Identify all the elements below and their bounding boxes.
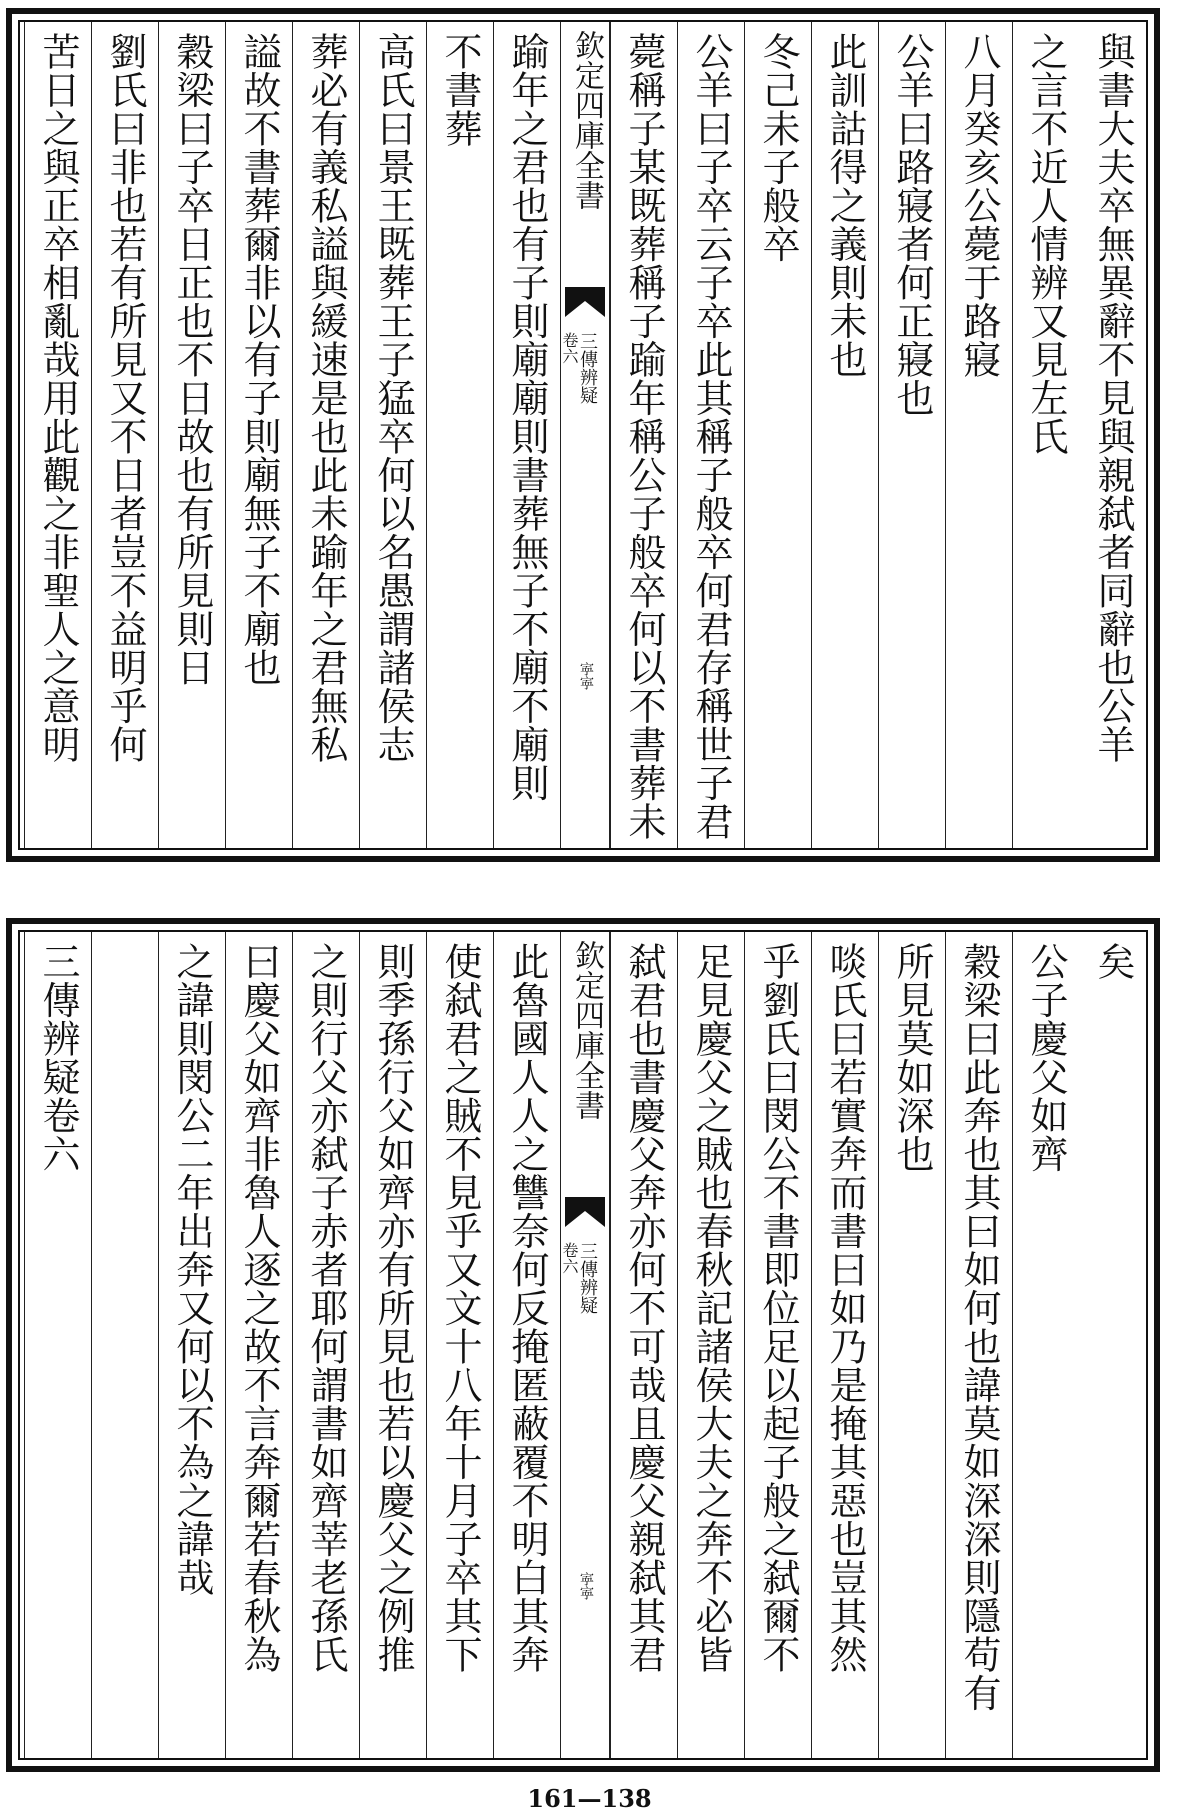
column-text: 穀梁曰此奔也其曰如何也諱莫如深深則隱苟有 <box>957 942 1001 1712</box>
upper-text-column <box>610 22 677 848</box>
lower-page-frame <box>18 930 1148 1760</box>
column-text: 使弑君之賊不見乎又文十八年十月子卒其下 <box>438 942 482 1674</box>
upper-text-column <box>878 22 945 848</box>
upper-page-frame <box>18 20 1148 850</box>
column-text: 啖氏曰若實奔而書曰如乃是掩其惡也豈其然 <box>823 942 867 1674</box>
lower-text-column <box>493 932 560 1758</box>
library-title: 欽定四庫全書 <box>569 940 604 1120</box>
lower-text-column <box>91 932 158 1758</box>
upper-text-column <box>359 22 426 848</box>
lower-text-column <box>1012 932 1079 1758</box>
page-number: 161—138 <box>527 1784 652 1813</box>
fishtail-mark <box>565 1194 605 1230</box>
column-text: 三傳辨疑卷六 <box>36 942 80 1173</box>
lower-text-column <box>158 932 225 1758</box>
lower-text-column <box>744 932 811 1758</box>
lower-text-column <box>426 932 493 1758</box>
book-title: 三傳辨疑 <box>577 1242 598 1314</box>
column-text: 曰慶父如齊非魯人逐之故不言奔爾若春秋為 <box>237 942 281 1674</box>
column-text: 弑君也書慶父奔亦何不可哉且慶父親弑其君 <box>622 942 666 1674</box>
column-text: 足見慶父之賊也春秋記諸侯大夫之奔不必皆 <box>689 942 733 1674</box>
upper-text-column <box>158 22 225 848</box>
upper-text-column <box>1079 22 1146 848</box>
column-text <box>92 942 158 1752</box>
column-text: 八月癸亥公薨于路寢 <box>957 32 1001 379</box>
upper-text-column <box>225 22 292 848</box>
lower-text-column <box>878 932 945 1758</box>
lower-text-column <box>24 932 91 1758</box>
column-text: 之言不近人情辨又見左氏 <box>1024 32 1068 456</box>
lower-text-column <box>1079 932 1146 1758</box>
column-text: 之則行父亦弑子赤者耶何謂書如齊莘老孫氏 <box>304 942 348 1674</box>
column-text: 踰年之君也有子則廟廟則書葬無子不廟不廟則 <box>505 32 549 802</box>
leaf-number: 𡨴𡨴 <box>578 1572 594 1600</box>
column-text: 劉氏曰非也若有所見又不日者豈不益明乎何 <box>103 32 147 764</box>
lower-text-column <box>292 932 359 1758</box>
upper-text-column <box>744 22 811 848</box>
upper-page <box>6 8 1160 862</box>
column-text: 高氏曰景王既葬王子猛卒何以名愚謂諸侯志 <box>371 32 415 764</box>
upper-text-column <box>677 22 744 848</box>
column-text: 公羊曰子卒云子卒此其稱子般卒何君存稱世子君 <box>689 32 733 841</box>
column-text: 之諱則閔公二年出奔又何以不為之諱哉 <box>170 942 214 1597</box>
upper-text-column <box>292 22 359 848</box>
upper-text-column <box>945 22 1012 848</box>
column-text: 葬必有義私謚與緩速是也此未踰年之君無私 <box>304 32 348 764</box>
lower-text-column <box>945 932 1012 1758</box>
column-text: 乎劉氏曰閔公不書即位足以起子般之弑爾不 <box>756 942 800 1674</box>
juan-label: 卷六 <box>560 1242 579 1274</box>
lower-text-column <box>225 932 292 1758</box>
column-text: 薨稱子某既葬稱子踰年稱公子般卒何以不書葬未 <box>622 32 666 841</box>
column-text: 不書葬 <box>438 32 482 148</box>
column-text: 所見莫如深也 <box>890 942 934 1173</box>
column-text: 穀梁曰子卒日正也不日故也有所見則日 <box>170 32 214 687</box>
column-text: 此魯國人人之讐奈何反掩匿蔽覆不明白其奔 <box>505 942 549 1674</box>
upper-text-column <box>91 22 158 848</box>
upper-text-column <box>1012 22 1079 848</box>
column-text: 則季孫行父如齊亦有所見也若以慶父之例推 <box>371 942 415 1674</box>
upper-text-column <box>811 22 878 848</box>
lower-text-column <box>677 932 744 1758</box>
fishtail-mark <box>565 284 605 320</box>
column-text: 苦日之與正卒相亂哉用此觀之非聖人之意明 <box>36 32 80 764</box>
column-text: 公羊曰路寢者何正寢也 <box>890 32 934 417</box>
lower-text-column <box>610 932 677 1758</box>
upper-text-column <box>493 22 560 848</box>
column-text: 公子慶父如齊 <box>1024 942 1068 1173</box>
column-text: 矣 <box>1091 942 1135 981</box>
library-title: 欽定四庫全書 <box>569 30 604 210</box>
lower-text-column <box>359 932 426 1758</box>
upper-text-column <box>426 22 493 848</box>
column-text: 此訓詁得之義則未也 <box>823 32 867 379</box>
lower-center-fold <box>560 932 610 1758</box>
book-title: 三傳辨疑 <box>577 332 598 404</box>
column-text: 與書大夫卒無異辭不見與親弑者同辭也公羊 <box>1091 32 1135 764</box>
lower-page <box>6 918 1160 1772</box>
upper-text-column <box>24 22 91 848</box>
juan-label: 卷六 <box>560 332 579 364</box>
column-text: 冬己未子般卒 <box>756 32 800 263</box>
lower-text-column <box>811 932 878 1758</box>
leaf-number: 𡨴𡨴 <box>578 662 594 690</box>
upper-center-fold <box>560 22 610 848</box>
column-text: 謚故不書葬爾非以有子則廟無子不廟也 <box>237 32 281 687</box>
